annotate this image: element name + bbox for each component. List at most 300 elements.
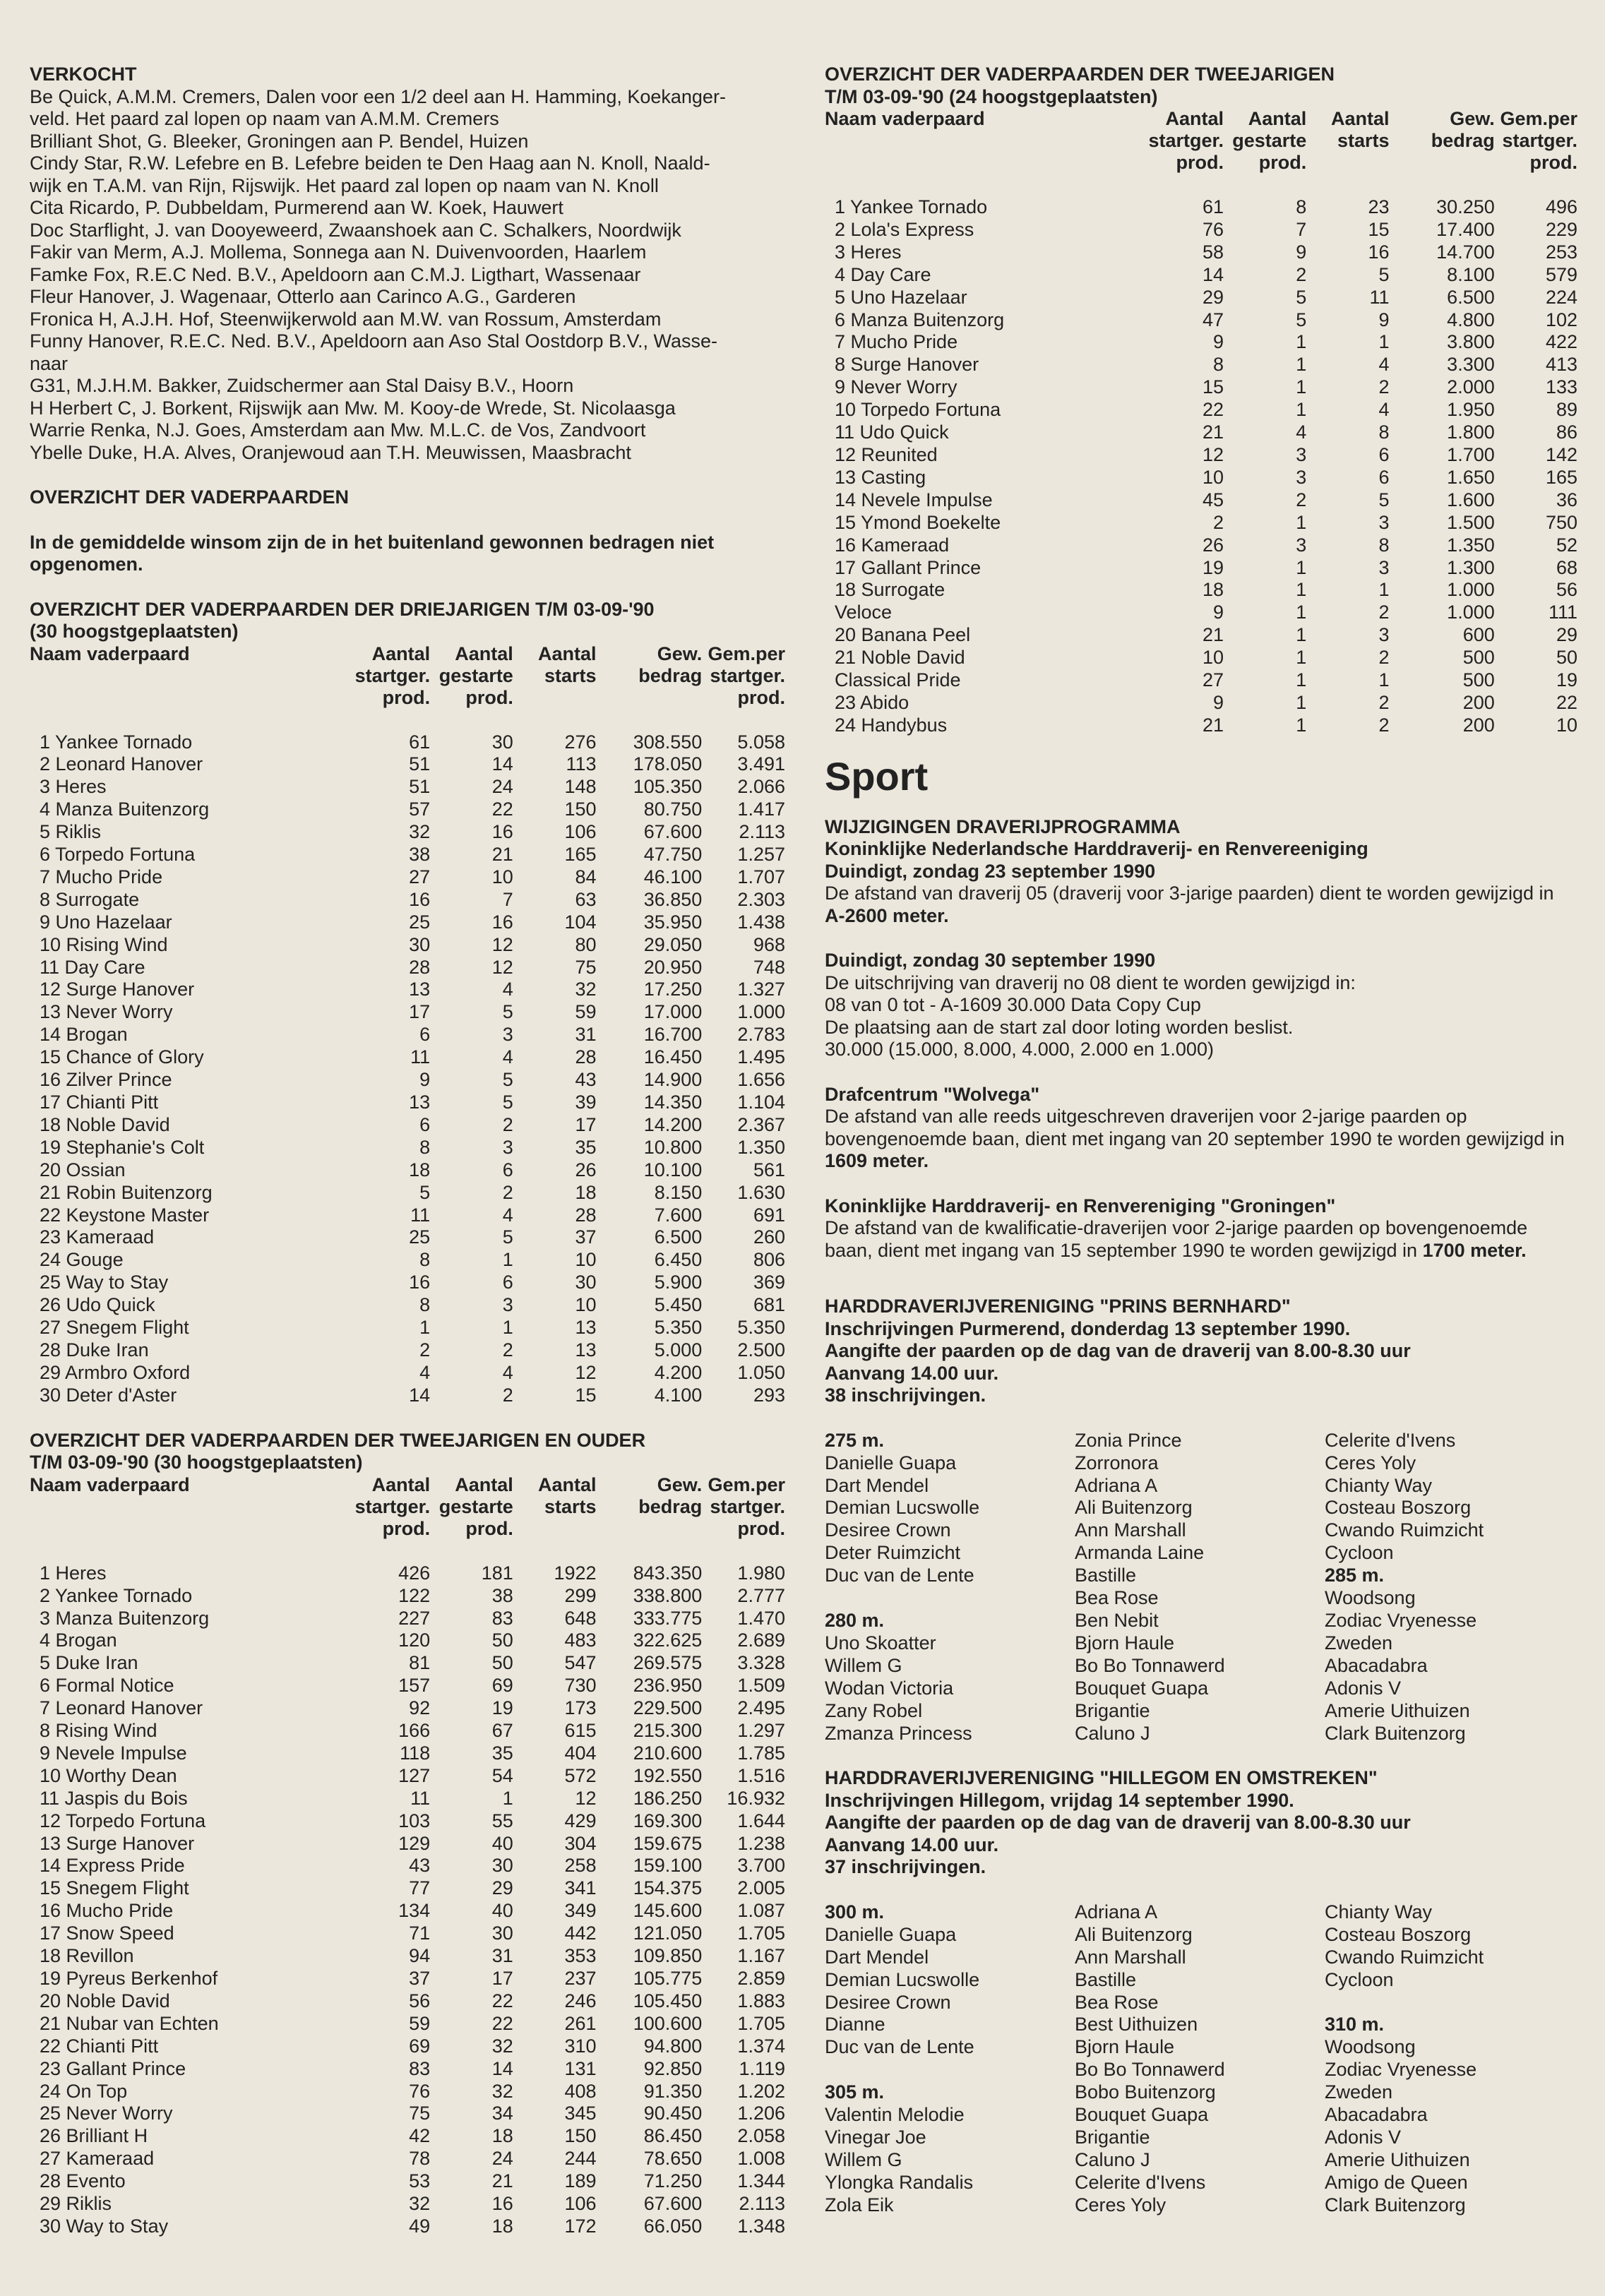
driejarigen-value: 1 (419, 1317, 431, 1339)
ouder-value: 1.644 (737, 1810, 785, 1831)
tweejarigen-value: 36 (1556, 489, 1577, 510)
tweejarigen-value: 8 (1378, 421, 1390, 443)
duindigt-2-text (825, 972, 1577, 1061)
driejarigen-value: 8 (419, 1136, 431, 1158)
bernhard-horse: Bea Rose (1075, 1587, 1159, 1609)
driejarigen-value: 9 (419, 1069, 431, 1091)
verkocht-line: wijk en T.A.M. van Rijn, Rijswijk. Het paard zal lopen op naam van N. Knoll (30, 174, 659, 196)
verkocht-line: Brilliant Shot, G. Bleeker, Groningen aan P. Bendel, Huizen (30, 130, 529, 152)
ouder-value: 304 (564, 1832, 597, 1854)
tweejarigen-header-1 (1118, 108, 1224, 174)
driejarigen-value: 150 (564, 799, 597, 820)
tweejarigen-header-line: bedrag (1431, 130, 1495, 151)
hillegom-horse: Clark Buitenzorg (1325, 2194, 1466, 2216)
tweejarigen-name: 8 Surge Hanover (835, 354, 979, 376)
tweejarigen-header-2 (1224, 108, 1306, 174)
ouder-row (30, 2013, 785, 2035)
groningen-body: De afstand van de kwalificatie-draverijen voor 2-jarige paarden op bovengenoemde baan, dient met ingang van 15 september 1990 te worden gewijzigd in (825, 1217, 1528, 1261)
tweejarigen-header-0 (825, 108, 1118, 174)
ouder-value: 426 (398, 1562, 431, 1584)
tweejarigen-value: 600 (1462, 624, 1495, 646)
driejarigen-value: 10.100 (643, 1159, 703, 1180)
ouder-name: 29 Riklis (40, 2193, 112, 2215)
ouder-row (30, 2193, 785, 2216)
driejarigen-row (30, 866, 785, 889)
driejarigen-value: 28 (409, 956, 431, 978)
driejarigen-title-1: OVERZICHT DER VADERPAARDEN DER DRIEJARIGEN T/M 03-09-'90 (30, 598, 655, 620)
tweejarigen-value: 17.400 (1436, 218, 1495, 240)
driejarigen-value: 5 (502, 1226, 513, 1248)
driejarigen-value: 1 (502, 1317, 513, 1339)
ouder-value: 843.350 (633, 1562, 703, 1584)
left-column (30, 64, 785, 2238)
bernhard-horse: Bastille (1075, 1565, 1137, 1586)
driejarigen-value: 10 (575, 1249, 597, 1271)
tweejarigen-value: 253 (1545, 241, 1577, 263)
driejarigen-value: 13 (409, 1092, 431, 1113)
driejarigen-value: 10 (491, 866, 513, 887)
tweejarigen-name: 1 Yankee Tornado (835, 196, 988, 217)
driejarigen-name: 23 Kameraad (40, 1226, 155, 1248)
tweejarigen-value: 3 (1378, 624, 1390, 646)
tweejarigen-value: 422 (1545, 331, 1577, 353)
driejarigen-row (30, 1204, 785, 1227)
hillegom-horse: Amigo de Queen (1325, 2171, 1468, 2193)
tweejarigen-value: 1 (1296, 399, 1307, 421)
bernhard-horse: Zonia Prince (1075, 1429, 1182, 1451)
ouder-name: 26 Brilliant H (40, 2125, 148, 2147)
ouder-row (30, 1697, 785, 1720)
driejarigen-value: 47.750 (643, 844, 703, 866)
tweejarigen-name: Classical Pride (835, 669, 961, 691)
bernhard-horse: Ceres Yoly (1325, 1452, 1416, 1473)
tweejarigen-value: 1 (1296, 331, 1307, 353)
tweejarigen-row (825, 241, 1577, 264)
ouder-value: 118 (400, 1742, 431, 1764)
ouder-value: 69 (491, 1675, 513, 1697)
driejarigen-header-line: Gew. (657, 642, 703, 664)
driejarigen-value: 5 (502, 1092, 513, 1113)
ouder-header-line: Gew. (657, 1473, 703, 1495)
ouder-value: 1.008 (737, 2148, 785, 2170)
tweejarigen-value: 5 (1378, 489, 1390, 510)
hillegom-horse: Zodiac Vryenesse (1325, 2059, 1477, 2081)
ouder-value: 572 (564, 1764, 597, 1786)
driejarigen-value: 59 (575, 1001, 597, 1023)
driejarigen-value: 2.066 (737, 776, 785, 798)
driejarigen-value: 6 (419, 1024, 431, 1046)
ouder-name: 30 Way to Stay (40, 2215, 169, 2237)
ouder-header-line: Aantal (371, 1473, 431, 1495)
ouder-name: 16 Mucho Pride (40, 1900, 174, 1922)
tweejarigen-value: 2 (1378, 647, 1390, 669)
ouder-value: 1.348 (737, 2215, 785, 2237)
driejarigen-value: 5 (502, 1001, 513, 1023)
ouder-value: 71 (409, 1923, 431, 1944)
hillegom-horse: Adonis V (1325, 2127, 1402, 2148)
tweejarigen-title-2: T/M 03-09-'90 (24 hoogstgeplaatsten) (825, 85, 1158, 107)
driejarigen-value: 17 (575, 1113, 597, 1135)
verkocht-line: Fakir van Merm, A.J. Mollema, Sonnega aan N. Duivenvoorden, Haarlem (30, 241, 647, 263)
driejarigen-row (30, 844, 785, 866)
driejarigen-row (30, 1249, 785, 1272)
ouder-value: 122 (398, 1584, 431, 1606)
hillegom-horse: Vinegar Joe (825, 2127, 926, 2148)
tweejarigen-value: 2 (1378, 602, 1390, 623)
tweejarigen-header-line: Aantal (1330, 108, 1390, 129)
driejarigen-header-line: Aantal (455, 642, 513, 664)
tweejarigen-value: 1.650 (1447, 466, 1495, 488)
ouder-value: 1.470 (737, 1607, 785, 1629)
tweejarigen-name: 13 Casting (835, 466, 926, 488)
driejarigen-row (30, 957, 785, 979)
ouder-value: 1.785 (737, 1742, 785, 1764)
tweejarigen-value: 5 (1296, 309, 1307, 330)
ouder-value: 345 (564, 2103, 597, 2124)
ouder-table (30, 1474, 785, 2238)
ouder-value: 1.705 (737, 2012, 785, 2034)
ouder-name: 23 Gallant Prince (40, 2057, 186, 2079)
bernhard-horse: Zany Robel (825, 1699, 923, 1721)
tweejarigen-header-line: starts (1337, 130, 1390, 151)
ouder-value: 1.119 (739, 2057, 785, 2079)
driejarigen-value: 178.050 (633, 753, 703, 775)
driejarigen-value: 1.630 (737, 1181, 785, 1203)
ouder-value: 258 (564, 1855, 597, 1877)
ouder-title-2: T/M 03-09-'90 (30 hoogstgeplaatsten) (30, 1452, 363, 1473)
ouder-row (30, 1765, 785, 1788)
tweejarigen-header-line: startger. (1502, 130, 1577, 151)
tweejarigen-value: 1.350 (1447, 534, 1495, 556)
driejarigen-value: 968 (753, 933, 785, 955)
tweejarigen-value: 4 (1378, 354, 1390, 376)
bernhard-horse: Costeau Boszorg (1325, 1497, 1472, 1519)
bernhard-section (825, 1296, 1577, 1745)
tweejarigen-row (825, 624, 1577, 647)
bernhard-horse: Zodiac Vryenesse (1325, 1610, 1477, 1631)
tweejarigen-value: 3 (1296, 466, 1307, 488)
driejarigen-value: 22 (491, 799, 513, 820)
ouder-value: 94 (409, 1945, 431, 1967)
driejarigen-value: 276 (564, 731, 597, 753)
driejarigen-value: 21 (491, 844, 513, 866)
driejarigen-name: 11 Day Care (40, 956, 145, 978)
ouder-value: 59 (409, 2012, 431, 2034)
driejarigen-value: 2.367 (737, 1113, 785, 1135)
driejarigen-row (30, 1114, 785, 1137)
ouder-row (30, 2125, 785, 2148)
tweejarigen-value: 1.950 (1447, 399, 1495, 421)
right-column (825, 64, 1577, 2217)
tweejarigen-row (825, 647, 1577, 669)
tweejarigen-name: 18 Surrogate (835, 579, 945, 601)
ouder-row (30, 1720, 785, 1742)
ouder-value: 2.689 (737, 1630, 785, 1651)
driejarigen-header-line: prod. (382, 686, 431, 708)
driejarigen-name: 21 Robin Buitenzorg (40, 1181, 213, 1203)
tweejarigen-value: 16 (1368, 241, 1390, 263)
ouder-value: 131 (564, 2057, 597, 2079)
ouder-value: 127 (398, 1764, 431, 1786)
duindigt-2-line: De plaatsing aan de start zal door loting worden beslist. (825, 1016, 1294, 1038)
tweejarigen-value: 1 (1378, 669, 1390, 691)
tweejarigen-header-line: Gem.per (1500, 108, 1577, 129)
driejarigen-value: 46.100 (643, 866, 703, 887)
ouder-name: 14 Express Pride (40, 1855, 185, 1877)
hillegom-horse: Ann Marshall (1075, 1946, 1186, 1968)
hillegom-horse: Costeau Boszorg (1325, 1923, 1472, 1945)
tweejarigen-value: 1 (1296, 556, 1307, 578)
ouder-value: 86.450 (643, 2125, 703, 2147)
ouder-value: 246 (564, 1990, 597, 2011)
verkocht-line: Cindy Star, R.W. Lefebre en B. Lefebre beiden te Den Haag aan N. Knoll, Naald- (30, 153, 710, 174)
ouder-value: 310 (564, 2035, 597, 2057)
driejarigen-value: 561 (753, 1159, 785, 1180)
tweejarigen-value: 8 (1378, 534, 1390, 556)
tweejarigen-value: 2 (1296, 263, 1307, 285)
tweejarigen-row (825, 467, 1577, 489)
driejarigen-value: 36.850 (643, 888, 703, 910)
ouder-row (30, 1990, 785, 2013)
hillegom-horse: Zweden (1325, 2081, 1393, 2103)
bernhard-col-1 (825, 1430, 1075, 1745)
verkocht-line: Doc Starflight, J. van Dooyeweerd, Zwaanshoek aan C. Schalkers, Noordwijk (30, 219, 681, 241)
tweejarigen-name: 2 Lola's Express (835, 218, 974, 240)
bernhard-horse: Adonis V (1325, 1677, 1402, 1699)
tweejarigen-value: 9 (1212, 602, 1224, 623)
tweejarigen-value: 1.600 (1447, 489, 1495, 510)
tweejarigen-name: 17 Gallant Prince (835, 556, 982, 578)
ouder-value: 166 (398, 1720, 431, 1742)
ouder-row (30, 2058, 785, 2081)
tweejarigen-row (825, 331, 1577, 354)
tweejarigen-row (825, 354, 1577, 376)
tweejarigen-header-line: Gew. (1450, 108, 1495, 129)
driejarigen-name: 29 Armbro Oxford (40, 1361, 191, 1383)
duindigt-2-line: 08 van 0 tot - A-1609 30.000 Data Copy Cup (825, 994, 1201, 1016)
driejarigen-name: 1 Yankee Tornado (40, 731, 193, 753)
driejarigen-header-4 (597, 643, 703, 709)
bernhard-horse: Cwando Ruimzicht (1325, 1519, 1484, 1541)
groningen-text (825, 1217, 1577, 1262)
tweejarigen-value: 1.700 (1447, 443, 1495, 465)
driejarigen-row (30, 1137, 785, 1159)
driejarigen-value: 12 (575, 1361, 597, 1383)
tweejarigen-value: 2 (1296, 489, 1307, 510)
driejarigen-header-line: Gem.per (708, 642, 785, 664)
driejarigen-name: 30 Deter d'Aster (40, 1384, 177, 1406)
ouder-name: 28 Evento (40, 2170, 126, 2192)
driejarigen-value: 43 (575, 1069, 597, 1091)
hillegom-horse: Chianty Way (1325, 1901, 1433, 1923)
hillegom-distance: 300 m. (825, 1901, 885, 1923)
tweejarigen-value: 200 (1462, 714, 1495, 736)
tweejarigen-value: 1 (1378, 579, 1390, 601)
driejarigen-name: 25 Way to Stay (40, 1272, 169, 1293)
ouder-value: 261 (564, 2012, 597, 2034)
driejarigen-name: 28 Duke Iran (40, 1339, 149, 1361)
ouder-header-4 (597, 1474, 703, 1540)
ouder-value: 172 (564, 2215, 597, 2237)
tweejarigen-row (825, 714, 1577, 737)
bernhard-horse: Uno Skoatter (825, 1632, 936, 1654)
bernhard-distance: 275 m. (825, 1429, 885, 1451)
hillegom-title-line: Aanvang 14.00 uur. (825, 1834, 999, 1855)
overzicht-note: In de gemiddelde winsom zijn de in het buitenland gewonnen bedragen niet opgenomen. (30, 531, 715, 575)
driejarigen-value: 14.200 (643, 1113, 703, 1135)
driejarigen-row (30, 799, 785, 821)
tweejarigen-name: 11 Udo Quick (835, 421, 949, 443)
driejarigen-name: 4 Manza Buitenzorg (40, 799, 210, 820)
driejarigen-value: 10.800 (643, 1136, 703, 1158)
hillegom-horse: Cycloon (1325, 1968, 1394, 1990)
ouder-name: 27 Kameraad (40, 2148, 155, 2170)
tweejarigen-header-line: Aantal (1248, 108, 1307, 129)
driejarigen-header-5 (702, 643, 785, 709)
ouder-value: 103 (398, 1810, 431, 1831)
ouder-value: 2.113 (739, 2193, 785, 2215)
tweejarigen-value: 6.500 (1447, 286, 1495, 308)
driejarigen-value: 1.656 (737, 1069, 785, 1091)
tweejarigen-value: 1 (1378, 331, 1390, 353)
ouder-row (30, 1608, 785, 1630)
ouder-value: 150 (564, 2125, 597, 2147)
ouder-value: 236.950 (633, 1675, 703, 1697)
tweejarigen-name: 5 Uno Hazelaar (835, 286, 967, 308)
ouder-value: 32 (491, 2035, 513, 2057)
ouder-value: 2.777 (737, 1584, 785, 1606)
tweejarigen-value: 9 (1296, 241, 1307, 263)
ouder-value: 30 (491, 1923, 513, 1944)
ouder-row (30, 1945, 785, 1968)
verkocht-list (30, 86, 785, 465)
tweejarigen-row (825, 489, 1577, 512)
ouder-value: 120 (398, 1630, 431, 1651)
tweejarigen-row (825, 444, 1577, 467)
bernhard-horse: Abacadabra (1325, 1654, 1428, 1676)
driejarigen-name: 20 Ossian (40, 1159, 126, 1180)
tweejarigen-row (825, 309, 1577, 332)
ouder-value: 77 (409, 1877, 431, 1899)
driejarigen-value: 1.104 (737, 1092, 785, 1113)
driejarigen-name: 16 Zilver Prince (40, 1069, 172, 1091)
ouder-value: 19 (491, 1697, 513, 1719)
tweejarigen-value: 1.000 (1447, 579, 1495, 601)
ouder-header-line: startger. (710, 1495, 785, 1517)
ouder-name: 5 Duke Iran (40, 1652, 138, 1674)
ouder-name: 11 Jaspis du Bois (40, 1787, 188, 1809)
ouder-value: 227 (398, 1607, 431, 1629)
tweejarigen-row (825, 579, 1577, 602)
driejarigen-name: 10 Rising Wind (40, 933, 168, 955)
ouder-value: 1.297 (737, 1720, 785, 1742)
tweejarigen-name: 16 Kameraad (835, 534, 950, 556)
driejarigen-value: 1.050 (737, 1361, 785, 1383)
ouder-value: 18 (491, 2215, 513, 2237)
driejarigen-value: 748 (753, 956, 785, 978)
ouder-value: 1.374 (737, 2035, 785, 2057)
driejarigen-name: 9 Uno Hazelaar (40, 911, 172, 933)
driejarigen-value: 4 (502, 1046, 513, 1068)
ouder-value: 78 (409, 2148, 431, 2170)
ouder-value: 32 (409, 2193, 431, 2215)
ouder-row (30, 2035, 785, 2058)
ouder-value: 90.450 (643, 2103, 703, 2124)
driejarigen-value: 16 (491, 911, 513, 933)
driejarigen-value: 10 (575, 1294, 597, 1316)
ouder-value: 92 (409, 1697, 431, 1719)
tweejarigen-value: 7 (1296, 218, 1307, 240)
tweejarigen-name: 6 Manza Buitenzorg (835, 309, 1005, 330)
driejarigen-value: 14 (491, 753, 513, 775)
driejarigen-value: 2.783 (737, 1024, 785, 1046)
verkocht-line: Cita Ricardo, P. Dubbeldam, Purmerend aan W. Koek, Hauwert (30, 197, 563, 218)
driejarigen-value: 14.900 (643, 1069, 703, 1091)
driejarigen-value: 4 (502, 1204, 513, 1226)
tweejarigen-value: 496 (1545, 196, 1577, 217)
ouder-value: 145.600 (633, 1900, 703, 1922)
tweejarigen-value: 15 (1202, 376, 1224, 398)
ouder-value: 76 (409, 2080, 431, 2102)
tweejarigen-value: 8 (1296, 196, 1307, 217)
driejarigen-value: 16 (409, 888, 431, 910)
driejarigen-value: 20.950 (643, 956, 703, 978)
driejarigen-value: 18 (409, 1159, 431, 1180)
ouder-value: 442 (564, 1923, 597, 1944)
ouder-value: 1.087 (737, 1900, 785, 1922)
driejarigen-value: 17 (409, 1001, 431, 1023)
ouder-header-line: gestarte (438, 1495, 513, 1517)
ouder-value: 109.850 (633, 1945, 703, 1967)
tweejarigen-value: 15 (1368, 218, 1390, 240)
bernhard-horse: Ali Buitenzorg (1075, 1497, 1193, 1519)
ouder-value: 3.700 (737, 1855, 785, 1877)
ouder-section (30, 1430, 785, 2238)
driejarigen-value: 15 (575, 1384, 597, 1406)
tweejarigen-value: 52 (1556, 534, 1577, 556)
hillegom-horse: Celerite d'Ivens (1075, 2171, 1206, 2193)
tweejarigen-row (825, 219, 1577, 241)
ouder-value: 159.675 (633, 1832, 703, 1854)
driejarigen-value: 4 (502, 1361, 513, 1383)
tweejarigen-header-line: prod. (1258, 152, 1307, 173)
ouder-name: 15 Snegem Flight (40, 1877, 189, 1899)
driejarigen-value: 6 (419, 1113, 431, 1135)
bernhard-horse: Demian Lucswolle (825, 1497, 980, 1519)
tweejarigen-name: 4 Day Care (835, 263, 931, 285)
driejarigen-value: 12 (491, 956, 513, 978)
tweejarigen-value: 142 (1545, 443, 1577, 465)
ouder-value: 154.375 (633, 1877, 703, 1899)
tweejarigen-name: 9 Never Worry (835, 376, 957, 398)
bernhard-horse: Cycloon (1325, 1542, 1394, 1564)
tweejarigen-value: 1 (1296, 714, 1307, 736)
ouder-value: 1.509 (737, 1675, 785, 1697)
tweejarigen-value: 3 (1378, 511, 1390, 533)
driejarigen-value: 5.058 (737, 731, 785, 753)
driejarigen-value: 7.600 (654, 1204, 703, 1226)
driejarigen-header-line: Aantal (371, 642, 431, 664)
tweejarigen-value: 2.000 (1447, 376, 1495, 398)
driejarigen-value: 6 (502, 1159, 513, 1180)
ouder-value: 16 (491, 2193, 513, 2215)
ouder-value: 322.625 (633, 1630, 703, 1651)
driejarigen-value: 1.257 (737, 844, 785, 866)
driejarigen-value: 2 (502, 1384, 513, 1406)
tweejarigen-value: 9 (1378, 309, 1390, 330)
tweejarigen-value: 5 (1378, 263, 1390, 285)
ouder-name: 10 Worthy Dean (40, 1764, 177, 1786)
